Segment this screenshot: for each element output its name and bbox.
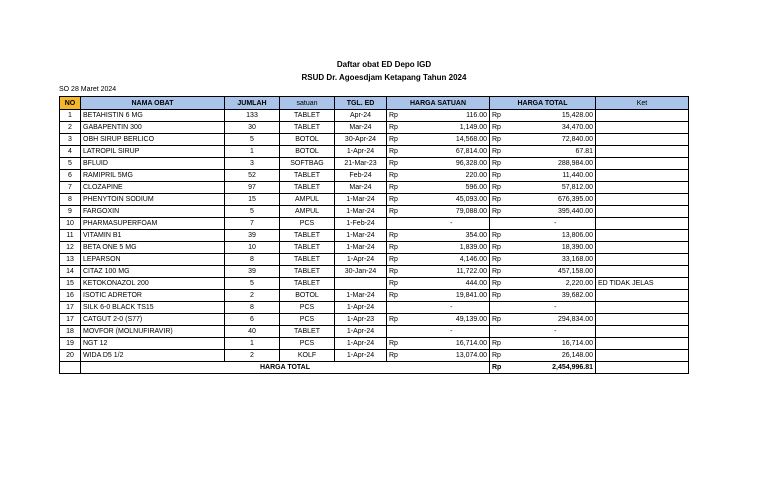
cell-harga-total-currency: Rp	[490, 158, 516, 170]
cell-ket	[596, 110, 689, 122]
cell-harga-satuan-currency: Rp	[387, 158, 414, 170]
cell-harga-total: 395,440.00	[516, 206, 596, 218]
cell-harga-satuan-currency: Rp	[387, 314, 414, 326]
cell-harga-satuan: 49,139.00	[414, 314, 490, 326]
total-value: 2,454,996.81	[516, 362, 596, 374]
cell-nama-obat: VITAMIN B1	[81, 230, 225, 242]
cell-harga-total: 26,148.00	[516, 350, 596, 362]
col-header-no: NO	[60, 97, 81, 110]
cell-harga-satuan-currency: Rp	[387, 206, 414, 218]
cell-tgl-ed: 1-Apr-24	[335, 146, 387, 158]
cell-harga-satuan: 596.00	[414, 182, 490, 194]
cell-satuan: TABLET	[280, 254, 335, 266]
cell-harga-total: 72,840.00	[516, 134, 596, 146]
cell-nama-obat: SILK 6-0 BLACK TS15	[81, 302, 225, 314]
cell-ket	[596, 206, 689, 218]
cell-nama-obat: CLOZAPINE	[81, 182, 225, 194]
cell-satuan: AMPUL	[280, 194, 335, 206]
col-header-harga-total: HARGA TOTAL	[490, 97, 596, 110]
cell-no: 16	[60, 290, 81, 302]
cell-jumlah: 40	[225, 326, 280, 338]
col-header-nama-obat: NAMA OBAT	[81, 97, 225, 110]
cell-harga-total: 34,470.00	[516, 122, 596, 134]
table-row	[60, 194, 689, 206]
cell-no: 15	[60, 278, 81, 290]
cell-satuan: TABLET	[280, 278, 335, 290]
cell-harga-total: 676,395.00	[516, 194, 596, 206]
table-row	[60, 206, 689, 218]
cell-tgl-ed: Feb-24	[335, 170, 387, 182]
cell-harga-total: -	[516, 302, 596, 314]
table-row	[60, 314, 689, 326]
cell-jumlah: 6	[225, 314, 280, 326]
cell-ket	[596, 182, 689, 194]
cell-harga-satuan-currency: Rp	[387, 170, 414, 182]
col-header-ket: Ket	[596, 97, 689, 110]
cell-harga-total-currency: Rp	[490, 194, 516, 206]
cell-ket	[596, 302, 689, 314]
cell-jumlah: 5	[225, 206, 280, 218]
cell-satuan: PCS	[280, 338, 335, 350]
cell-harga-total-currency: Rp	[490, 290, 516, 302]
cell-ket	[596, 134, 689, 146]
cell-satuan: KOLF	[280, 350, 335, 362]
cell-harga-satuan: 4,146.00	[414, 254, 490, 266]
cell-nama-obat: BETAHISTIN 6 MG	[81, 110, 225, 122]
cell-no: 2	[60, 122, 81, 134]
cell-tgl-ed: 1-Mar-24	[335, 230, 387, 242]
cell-no: 20	[60, 350, 81, 362]
cell-jumlah: 7	[225, 218, 280, 230]
cell-jumlah: 97	[225, 182, 280, 194]
cell-satuan: AMPUL	[280, 206, 335, 218]
cell-harga-satuan: -	[414, 326, 490, 338]
cell-jumlah: 15	[225, 194, 280, 206]
cell-harga-total-currency: Rp	[490, 206, 516, 218]
cell-harga-total-currency: Rp	[490, 134, 516, 146]
document-subtitle: RSUD Dr. Agoesdjam Ketapang Tahun 2024	[301, 73, 467, 82]
cell-ket	[596, 146, 689, 158]
cell-jumlah: 5	[225, 278, 280, 290]
cell-jumlah: 39	[225, 266, 280, 278]
table-row	[60, 134, 689, 146]
cell-harga-total: 11,440.00	[516, 170, 596, 182]
cell-harga-satuan: 11,722.00	[414, 266, 490, 278]
cell-harga-satuan-currency: Rp	[387, 242, 414, 254]
cell-harga-total: 13,806.00	[516, 230, 596, 242]
cell-harga-satuan-currency: Rp	[387, 146, 414, 158]
cell-satuan: TABLET	[280, 122, 335, 134]
cell-ket	[596, 230, 689, 242]
cell-nama-obat: NGT 12	[81, 338, 225, 350]
stock-opname-date: SO 28 Maret 2024	[59, 86, 117, 93]
cell-harga-satuan-currency: Rp	[387, 266, 414, 278]
cell-nama-obat: GABAPENTIN 300	[81, 122, 225, 134]
cell-no: 1	[60, 110, 81, 122]
cell-tgl-ed: 30-Apr-24	[335, 134, 387, 146]
cell-tgl-ed: 1-Apr-24	[335, 350, 387, 362]
cell-nama-obat: BFLUID	[81, 158, 225, 170]
col-header-satuan: satuan	[280, 97, 335, 110]
col-header-tgl-ed: TGL. ED	[335, 97, 387, 110]
cell-tgl-ed: 1-Apr-23	[335, 314, 387, 326]
cell-nama-obat: KETOKONAZOL 200	[81, 278, 225, 290]
cell-ket	[596, 266, 689, 278]
cell-tgl-ed: Apr-24	[335, 110, 387, 122]
cell-harga-total-currency: Rp	[490, 254, 516, 266]
cell-jumlah: 39	[225, 230, 280, 242]
cell-jumlah: 8	[225, 254, 280, 266]
cell-harga-satuan: 96,328.00	[414, 158, 490, 170]
cell-satuan: TABLET	[280, 242, 335, 254]
cell-nama-obat: CITAZ 100 MG	[81, 266, 225, 278]
cell-harga-satuan: -	[414, 218, 490, 230]
cell-nama-obat: RAMIPRIL 5MG	[81, 170, 225, 182]
expired-drugs-table	[59, 96, 689, 374]
cell-satuan: PCS	[280, 302, 335, 314]
cell-tgl-ed: 1-Mar-24	[335, 242, 387, 254]
cell-nama-obat: WIDA D5 1/2	[81, 350, 225, 362]
cell-ket	[596, 326, 689, 338]
cell-ket	[596, 350, 689, 362]
cell-harga-total-currency: Rp	[490, 242, 516, 254]
cell-harga-total: 2,220.00	[516, 278, 596, 290]
cell-tgl-ed: 1-Mar-24	[335, 290, 387, 302]
cell-harga-satuan: 67,814.00	[414, 146, 490, 158]
cell-ket	[596, 122, 689, 134]
cell-nama-obat: PHENYTOIN SODIUM	[81, 194, 225, 206]
cell-tgl-ed: 1-Apr-24	[335, 254, 387, 266]
cell-ket	[596, 194, 689, 206]
cell-tgl-ed: Mar-24	[335, 182, 387, 194]
cell-harga-total: 294,834.00	[516, 314, 596, 326]
table-row	[60, 170, 689, 182]
cell-harga-satuan-currency: Rp	[387, 338, 414, 350]
cell-tgl-ed: 1-Mar-24	[335, 194, 387, 206]
cell-harga-satuan: -	[414, 302, 490, 314]
total-currency: Rp	[490, 362, 516, 374]
total-row	[60, 362, 689, 374]
cell-tgl-ed: 30-Jan-24	[335, 266, 387, 278]
col-header-jumlah: JUMLAH	[225, 97, 280, 110]
cell-harga-satuan-currency: Rp	[387, 254, 414, 266]
cell-harga-total-currency	[490, 218, 516, 230]
cell-harga-satuan-currency: Rp	[387, 278, 414, 290]
cell-harga-total-currency: Rp	[490, 182, 516, 194]
cell-ket	[596, 242, 689, 254]
cell-jumlah: 30	[225, 122, 280, 134]
cell-nama-obat: BETA ONE 5 MG	[81, 242, 225, 254]
cell-harga-satuan: 19,841.00	[414, 290, 490, 302]
cell-harga-total-currency	[490, 326, 516, 338]
cell-no: 5	[60, 158, 81, 170]
cell-harga-total: 67.81	[516, 146, 596, 158]
cell-nama-obat: ISOTIC ADRETOR	[81, 290, 225, 302]
cell-harga-satuan: 79,088.00	[414, 206, 490, 218]
table-row	[60, 302, 689, 314]
cell-ket	[596, 314, 689, 326]
cell-harga-total: 16,714.00	[516, 338, 596, 350]
table-row	[60, 122, 689, 134]
cell-jumlah: 133	[225, 110, 280, 122]
cell-ket	[596, 158, 689, 170]
cell-no: 10	[60, 218, 81, 230]
cell-no: 17	[60, 302, 81, 314]
cell-harga-satuan: 1,149.00	[414, 122, 490, 134]
cell-harga-satuan: 444.00	[414, 278, 490, 290]
cell-nama-obat: LATROPIL SIRUP	[81, 146, 225, 158]
cell-no: 8	[60, 194, 81, 206]
cell-jumlah: 8	[225, 302, 280, 314]
cell-satuan: TABLET	[280, 182, 335, 194]
cell-ket	[596, 338, 689, 350]
cell-harga-satuan-currency	[387, 326, 414, 338]
cell-jumlah: 1	[225, 146, 280, 158]
cell-nama-obat: FARGOXIN	[81, 206, 225, 218]
cell-no: 7	[60, 182, 81, 194]
cell-harga-satuan: 16,714.00	[414, 338, 490, 350]
cell-no: 11	[60, 230, 81, 242]
cell-tgl-ed: 1-Apr-24	[335, 338, 387, 350]
cell-nama-obat: PHARMASUPERFOAM	[81, 218, 225, 230]
cell-jumlah: 5	[225, 134, 280, 146]
cell-harga-total: 15,428.00	[516, 110, 596, 122]
cell-harga-satuan: 220.00	[414, 170, 490, 182]
cell-harga-total-currency: Rp	[490, 122, 516, 134]
table-row	[60, 326, 689, 338]
cell-jumlah: 2	[225, 290, 280, 302]
cell-harga-satuan: 45,093.00	[414, 194, 490, 206]
cell-nama-obat: LEPARSON	[81, 254, 225, 266]
table-row	[60, 290, 689, 302]
cell-ket	[596, 254, 689, 266]
cell-jumlah: 10	[225, 242, 280, 254]
cell-no: 17	[60, 314, 81, 326]
cell-no: 19	[60, 338, 81, 350]
cell-harga-satuan-currency: Rp	[387, 122, 414, 134]
cell-harga-satuan-currency: Rp	[387, 194, 414, 206]
cell-harga-satuan: 354.00	[414, 230, 490, 242]
table-row	[60, 242, 689, 254]
cell-jumlah: 2	[225, 350, 280, 362]
cell-jumlah: 1	[225, 338, 280, 350]
col-header-harga-satuan: HARGA SATUAN	[387, 97, 490, 110]
table-row	[60, 350, 689, 362]
table-row	[60, 146, 689, 158]
table-row	[60, 110, 689, 122]
cell-nama-obat: MOVFOR (MOLNUFIRAVIR)	[81, 326, 225, 338]
cell-harga-total-currency: Rp	[490, 170, 516, 182]
table-row	[60, 254, 689, 266]
cell-satuan: TABLET	[280, 326, 335, 338]
cell-nama-obat: CATGUT 2-0 (S77)	[81, 314, 225, 326]
cell-satuan: BOTOL	[280, 290, 335, 302]
cell-satuan: PCS	[280, 314, 335, 326]
cell-ket	[596, 218, 689, 230]
cell-harga-total-currency: Rp	[490, 314, 516, 326]
cell-harga-total: 457,158.00	[516, 266, 596, 278]
cell-no: 3	[60, 134, 81, 146]
cell-no: 9	[60, 206, 81, 218]
cell-harga-satuan-currency: Rp	[387, 134, 414, 146]
table-row	[60, 158, 689, 170]
cell-ket: ED TIDAK JELAS	[596, 278, 689, 290]
cell-ket	[596, 170, 689, 182]
cell-no: 18	[60, 326, 81, 338]
cell-tgl-ed: 1-Apr-24	[335, 326, 387, 338]
cell-harga-total-currency: Rp	[490, 146, 516, 158]
table-row	[60, 230, 689, 242]
cell-harga-total-currency: Rp	[490, 110, 516, 122]
cell-harga-total-currency: Rp	[490, 266, 516, 278]
cell-tgl-ed: Mar-24	[335, 122, 387, 134]
total-label: HARGA TOTAL	[81, 362, 490, 374]
cell-harga-total: 33,168.00	[516, 254, 596, 266]
cell-no: 13	[60, 254, 81, 266]
cell-harga-total: 39,682.00	[516, 290, 596, 302]
cell-harga-satuan-currency	[387, 218, 414, 230]
cell-tgl-ed: 1-Feb-24	[335, 218, 387, 230]
cell-harga-satuan: 14,568.00	[414, 134, 490, 146]
cell-harga-total: -	[516, 218, 596, 230]
cell-tgl-ed: 21-Mar-23	[335, 158, 387, 170]
cell-harga-satuan-currency: Rp	[387, 290, 414, 302]
cell-harga-total-currency: Rp	[490, 278, 516, 290]
cell-satuan: BOTOL	[280, 134, 335, 146]
table-row	[60, 182, 689, 194]
cell-harga-total-currency: Rp	[490, 350, 516, 362]
cell-harga-total: -	[516, 326, 596, 338]
cell-harga-total: 18,390.00	[516, 242, 596, 254]
cell-harga-satuan: 116.00	[414, 110, 490, 122]
cell-harga-satuan-currency: Rp	[387, 230, 414, 242]
cell-harga-total-currency	[490, 302, 516, 314]
header-row	[60, 97, 689, 110]
cell-satuan: TABLET	[280, 230, 335, 242]
cell-ket	[596, 290, 689, 302]
table-row	[60, 218, 689, 230]
cell-satuan: TABLET	[280, 266, 335, 278]
cell-harga-satuan-currency: Rp	[387, 182, 414, 194]
cell-harga-total: 57,812.00	[516, 182, 596, 194]
table-row	[60, 278, 689, 290]
cell-satuan: TABLET	[280, 110, 335, 122]
cell-tgl-ed: 1-Mar-24	[335, 206, 387, 218]
cell-satuan: PCS	[280, 218, 335, 230]
cell-jumlah: 3	[225, 158, 280, 170]
cell-satuan: TABLET	[280, 170, 335, 182]
cell-no: 6	[60, 170, 81, 182]
cell-harga-total-currency: Rp	[490, 338, 516, 350]
cell-harga-total-currency: Rp	[490, 230, 516, 242]
cell-jumlah: 52	[225, 170, 280, 182]
table-row	[60, 338, 689, 350]
cell-harga-satuan-currency	[387, 302, 414, 314]
cell-harga-satuan-currency: Rp	[387, 350, 414, 362]
cell-no: 4	[60, 146, 81, 158]
cell-harga-satuan-currency: Rp	[387, 110, 414, 122]
cell-tgl-ed: 1-Apr-24	[335, 302, 387, 314]
cell-no: 12	[60, 242, 81, 254]
cell-harga-total: 288,984.00	[516, 158, 596, 170]
cell-satuan: SOFTBAG	[280, 158, 335, 170]
table-row	[60, 266, 689, 278]
cell-satuan: BOTOL	[280, 146, 335, 158]
document-title: Daftar obat ED Depo IGD	[336, 60, 432, 69]
cell-tgl-ed	[335, 278, 387, 290]
cell-harga-satuan: 1,839.00	[414, 242, 490, 254]
cell-no: 14	[60, 266, 81, 278]
cell-harga-satuan: 13,074.00	[414, 350, 490, 362]
cell-nama-obat: OBH SIRUP BERLICO	[81, 134, 225, 146]
